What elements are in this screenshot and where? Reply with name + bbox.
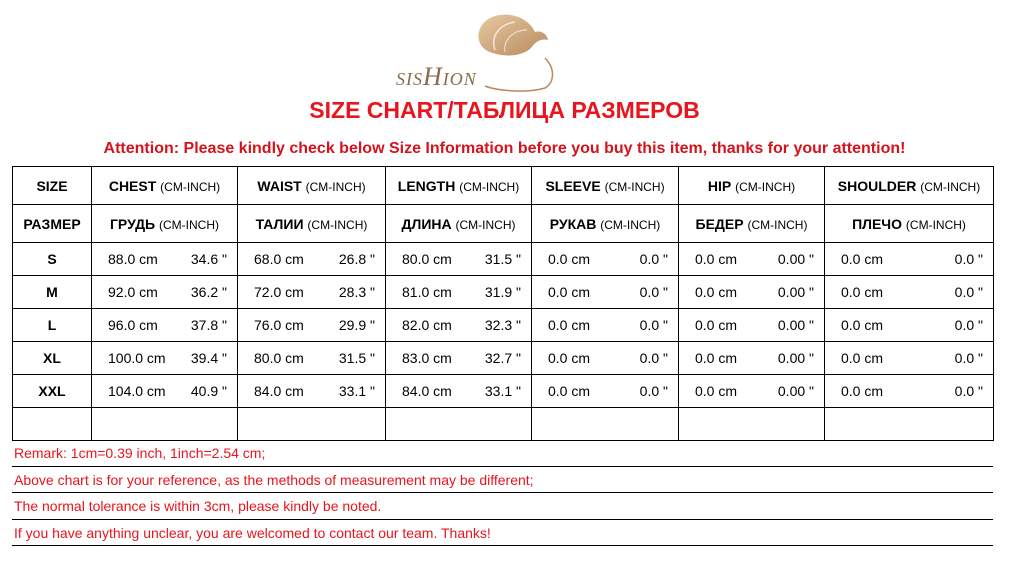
header-label: CHEST [108, 177, 157, 194]
inch-value: 33.1 " [338, 383, 375, 399]
table-header-row [13, 205, 994, 243]
header-unit: (CM-INCH) [920, 179, 981, 194]
cm-value: 80.0 cm [402, 251, 452, 267]
measure-cell [679, 276, 825, 309]
header-unit: (CM-INCH) [604, 179, 665, 194]
measure-cell [679, 375, 825, 408]
header-cell [13, 167, 92, 205]
header-unit: (CM-INCH) [160, 179, 221, 194]
inch-value: 28.3 " [338, 284, 375, 300]
measure-pair [386, 317, 531, 333]
measure-pair [679, 383, 824, 399]
cm-value: 100.0 cm [108, 350, 166, 366]
header-unit: (CM-INCH) [455, 217, 516, 232]
measure-pair [825, 251, 993, 267]
measure-cell [386, 342, 532, 375]
table-header-row [13, 167, 994, 205]
measure-cell [825, 375, 994, 408]
measure-pair [92, 251, 237, 267]
inch-value: 0.0 " [639, 317, 668, 333]
inch-value: 32.3 " [484, 317, 521, 333]
measure-cell [386, 276, 532, 309]
cm-value: 81.0 cm [402, 284, 452, 300]
inch-value: 0.0 " [954, 383, 983, 399]
cm-value: 0.0 cm [548, 350, 591, 366]
remark-line: The normal tolerance is within 3cm, please kindly be noted. [12, 493, 993, 520]
empty-cell [92, 408, 238, 441]
cm-value: 0.0 cm [548, 317, 591, 333]
header-label: ПЛЕЧО [852, 215, 903, 232]
measure-pair [92, 383, 237, 399]
measure-cell [92, 276, 238, 309]
brand-mid: H [423, 62, 443, 91]
header-unit: (CM-INCH) [459, 179, 520, 194]
header-cell [13, 205, 92, 243]
inch-value: 33.1 " [484, 383, 521, 399]
cm-value: 84.0 cm [254, 383, 304, 399]
measure-cell [92, 375, 238, 408]
measure-pair [679, 284, 824, 300]
table-row [13, 276, 994, 309]
remark-line: Above chart is for your reference, as the methods of measurement may be different; [12, 467, 993, 494]
measure-pair [386, 251, 531, 267]
attention-notice: Attention: Please kindly check below Size Information before you buy this item, thanks for your attention! [103, 140, 906, 157]
inch-value: 0.00 " [777, 251, 814, 267]
empty-row [13, 408, 994, 441]
cm-value: 0.0 cm [695, 317, 738, 333]
brand-pre: SIS [396, 69, 423, 89]
empty-cell [825, 408, 994, 441]
empty-cell [13, 408, 92, 441]
header-unit: (CM-INCH) [905, 217, 966, 232]
measure-pair [532, 284, 678, 300]
inch-value: 26.8 " [338, 251, 375, 267]
cm-value: 0.0 cm [841, 383, 884, 399]
measure-pair [238, 251, 385, 267]
empty-cell [532, 408, 679, 441]
measure-cell [238, 375, 386, 408]
header-cell [679, 167, 825, 205]
header-cell [92, 205, 238, 243]
measure-pair [532, 251, 678, 267]
measure-pair [386, 383, 531, 399]
measure-cell [532, 276, 679, 309]
cm-value: 92.0 cm [108, 284, 158, 300]
inch-value: 31.9 " [484, 284, 521, 300]
measure-pair [92, 284, 237, 300]
measure-pair [92, 350, 237, 366]
header-cell [679, 205, 825, 243]
header-cell [532, 167, 679, 205]
inch-value: 0.0 " [639, 350, 668, 366]
inch-value: 0.00 " [777, 317, 814, 333]
cm-value: 0.0 cm [841, 284, 884, 300]
header-cell [92, 167, 238, 205]
header-label: БЕДЕР [695, 215, 744, 232]
header-unit: (CM-INCH) [305, 179, 366, 194]
inch-value: 0.0 " [954, 284, 983, 300]
inch-value: 0.00 " [777, 284, 814, 300]
header-label: SHOULDER [837, 177, 917, 194]
measure-cell [825, 243, 994, 276]
measure-pair [679, 317, 824, 333]
cm-value: 104.0 cm [108, 383, 166, 399]
table-row [13, 309, 994, 342]
cm-value: 0.0 cm [548, 284, 591, 300]
header-label: LENGTH [397, 177, 456, 194]
measure-cell [386, 375, 532, 408]
measure-cell [386, 243, 532, 276]
cm-value: 0.0 cm [841, 251, 884, 267]
header-label: ДЛИНА [401, 215, 452, 232]
measure-pair [679, 350, 824, 366]
cm-value: 76.0 cm [254, 317, 304, 333]
measure-pair [238, 284, 385, 300]
inch-value: 40.9 " [190, 383, 227, 399]
inch-value: 31.5 " [338, 350, 375, 366]
measure-cell [532, 243, 679, 276]
cm-value: 0.0 cm [695, 383, 738, 399]
cm-value: 84.0 cm [402, 383, 452, 399]
header-label: WAIST [257, 177, 302, 194]
measure-cell [92, 342, 238, 375]
table-row [13, 342, 994, 375]
measure-pair [386, 284, 531, 300]
measure-cell [532, 342, 679, 375]
measure-cell [679, 342, 825, 375]
measure-cell [825, 342, 994, 375]
measure-cell [532, 375, 679, 408]
inch-value: 39.4 " [190, 350, 227, 366]
header-label: ГРУДЬ [110, 215, 156, 232]
inch-value: 34.6 " [190, 251, 227, 267]
measure-cell [386, 309, 532, 342]
inch-value: 31.5 " [484, 251, 521, 267]
header-cell [238, 205, 386, 243]
table-row [13, 375, 994, 408]
brand-name [396, 62, 566, 92]
measure-pair [238, 383, 385, 399]
cm-value: 0.0 cm [548, 251, 591, 267]
header-label: SLEEVE [545, 177, 601, 194]
inch-value: 0.0 " [954, 317, 983, 333]
empty-cell [386, 408, 532, 441]
header-unit: (CM-INCH) [159, 217, 219, 232]
cm-value: 72.0 cm [254, 284, 304, 300]
inch-value: 0.0 " [639, 383, 668, 399]
measure-pair [825, 383, 993, 399]
cm-value: 0.0 cm [695, 251, 738, 267]
inch-value: 0.0 " [954, 350, 983, 366]
header-label: HIP [707, 177, 732, 194]
size-chart-table [12, 166, 994, 441]
cm-value: 82.0 cm [402, 317, 452, 333]
empty-cell [679, 408, 825, 441]
cm-value: 96.0 cm [108, 317, 158, 333]
cm-value: 80.0 cm [254, 350, 304, 366]
header-cell [386, 167, 532, 205]
measure-pair [825, 350, 993, 366]
header-cell [238, 167, 386, 205]
page-title: SIZE CHART/ТАБЛИЦА РАЗМЕРОВ [309, 97, 700, 123]
measure-pair [679, 251, 824, 267]
measure-cell [238, 276, 386, 309]
cm-value: 68.0 cm [254, 251, 304, 267]
measure-cell [238, 342, 386, 375]
measure-pair [238, 350, 385, 366]
inch-value: 0.0 " [639, 284, 668, 300]
size-cell: L [13, 309, 92, 342]
header-cell [825, 205, 994, 243]
inch-value: 32.7 " [484, 350, 521, 366]
cm-value: 0.0 cm [841, 350, 884, 366]
size-cell: XL [13, 342, 92, 375]
measure-cell [92, 243, 238, 276]
measure-cell [825, 276, 994, 309]
measure-cell [238, 309, 386, 342]
brand-post: ION [442, 69, 477, 89]
measure-cell [92, 309, 238, 342]
size-cell: XXL [13, 375, 92, 408]
inch-value: 0.0 " [954, 251, 983, 267]
inch-value: 37.8 " [190, 317, 227, 333]
measure-pair [825, 317, 993, 333]
measure-cell [532, 309, 679, 342]
inch-value: 0.00 " [777, 350, 814, 366]
table-row [13, 243, 994, 276]
size-cell: M [13, 276, 92, 309]
measure-cell [825, 309, 994, 342]
measure-cell [679, 309, 825, 342]
header-cell [825, 167, 994, 205]
header-label: ТАЛИИ [255, 215, 304, 232]
measure-cell [238, 243, 386, 276]
header-unit: (CM-INCH) [747, 217, 808, 232]
measure-pair [238, 317, 385, 333]
header-label: РАЗМЕР [23, 215, 81, 232]
header-unit: (CM-INCH) [600, 217, 661, 232]
inch-value: 0.0 " [639, 251, 668, 267]
header-label: SIZE [36, 177, 68, 194]
measure-pair [532, 317, 678, 333]
cm-value: 0.0 cm [695, 284, 738, 300]
size-cell: S [13, 243, 92, 276]
cm-value: 0.0 cm [695, 350, 738, 366]
measure-pair [825, 284, 993, 300]
measure-pair [532, 350, 678, 366]
header-cell [532, 205, 679, 243]
header-label: РУКАВ [549, 215, 597, 232]
measure-pair [92, 317, 237, 333]
header-cell [386, 205, 532, 243]
cm-value: 83.0 cm [402, 350, 452, 366]
inch-value: 29.9 " [338, 317, 375, 333]
measure-pair [386, 350, 531, 366]
header-unit: (CM-INCH) [735, 179, 796, 194]
measure-cell [679, 243, 825, 276]
empty-cell [238, 408, 386, 441]
remark-line: Remark: 1cm=0.39 inch, 1inch=2.54 cm; [12, 440, 993, 467]
inch-value: 0.00 " [777, 383, 814, 399]
header-unit: (CM-INCH) [307, 217, 368, 232]
remarks-section [12, 440, 993, 546]
measure-pair [532, 383, 678, 399]
inch-value: 36.2 " [190, 284, 227, 300]
cm-value: 0.0 cm [548, 383, 591, 399]
cm-value: 88.0 cm [108, 251, 158, 267]
remark-line: If you have anything unclear, you are welcomed to contact our team. Thanks! [12, 520, 993, 547]
cm-value: 0.0 cm [841, 317, 884, 333]
